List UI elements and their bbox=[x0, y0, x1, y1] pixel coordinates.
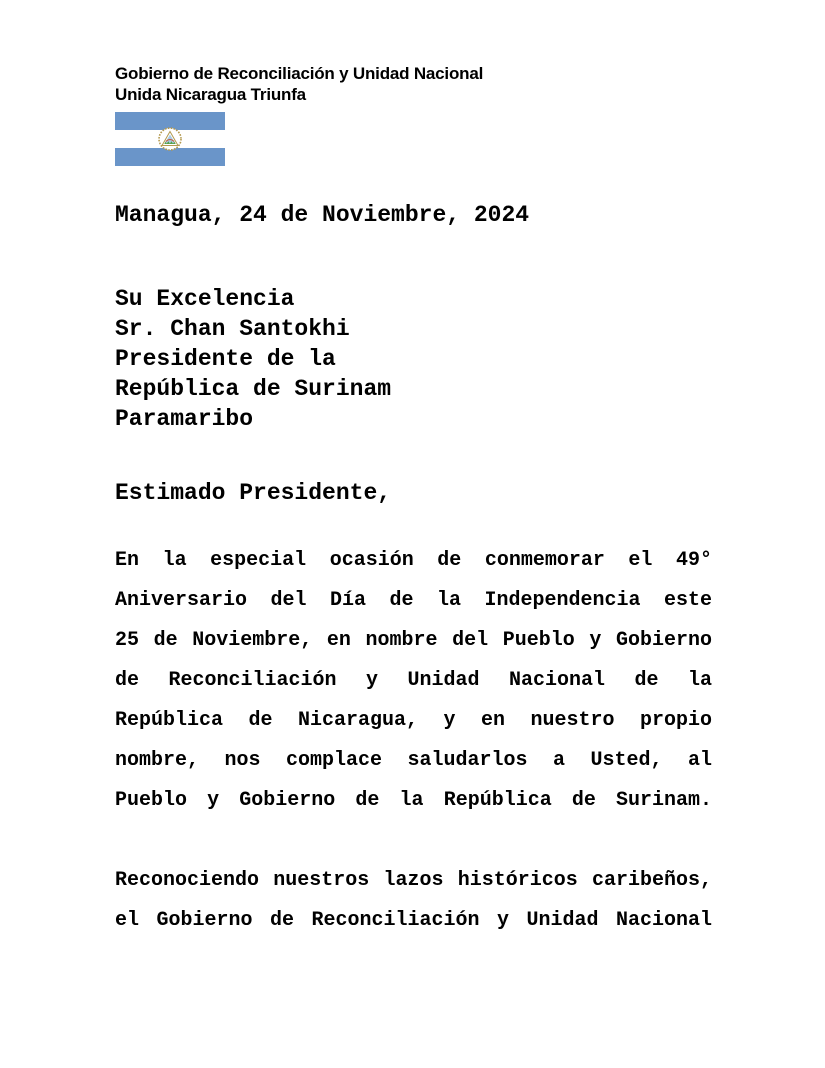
recipient-address-block bbox=[115, 284, 391, 434]
text-line: Sr. Chan Santokhi bbox=[115, 316, 350, 342]
date-line: Managua, 24 de Noviembre, 2024 bbox=[115, 202, 530, 228]
text-line: Aniversario del Día de la Independencia este bbox=[115, 589, 712, 612]
text-line: Paramaribo bbox=[115, 406, 254, 432]
letterhead-line1: Gobierno de Reconciliación y Unidad Nacional bbox=[115, 64, 484, 83]
letterhead bbox=[115, 63, 483, 105]
body-paragraph-1 bbox=[115, 541, 712, 821]
body-paragraph-2 bbox=[115, 861, 712, 941]
text-line: el Gobierno de Reconciliación y Unidad Nacional bbox=[115, 909, 712, 932]
nicaragua-flag-icon bbox=[115, 112, 225, 166]
coat-of-arms bbox=[159, 128, 181, 150]
text-line: República de Nicaragua, y en nuestro propio bbox=[115, 709, 712, 732]
salutation: Estimado Presidente, bbox=[115, 480, 392, 506]
flag-bottom-blue-stripe bbox=[115, 148, 225, 166]
flag-top-blue-stripe bbox=[115, 112, 225, 130]
text-line: Pueblo y Gobierno de la República de Surinam. bbox=[115, 789, 712, 812]
text-line: En la especial ocasión de conmemorar el 49° bbox=[115, 549, 712, 572]
text-line: República de Surinam bbox=[115, 376, 392, 402]
text-line: Su Excelencia bbox=[115, 286, 295, 312]
text-line: Reconociendo nuestros lazos históricos caribeños, bbox=[115, 869, 712, 892]
text-line: nombre, nos complace saludarlos a Usted, al bbox=[115, 749, 712, 772]
letterhead-line2: Unida Nicaragua Triunfa bbox=[115, 85, 306, 104]
text-line: de Reconciliación y Unidad Nacional de la bbox=[115, 669, 712, 692]
text-line: Presidente de la bbox=[115, 346, 336, 372]
text-line: 25 de Noviembre, en nombre del Pueblo y Gobierno bbox=[115, 629, 712, 652]
